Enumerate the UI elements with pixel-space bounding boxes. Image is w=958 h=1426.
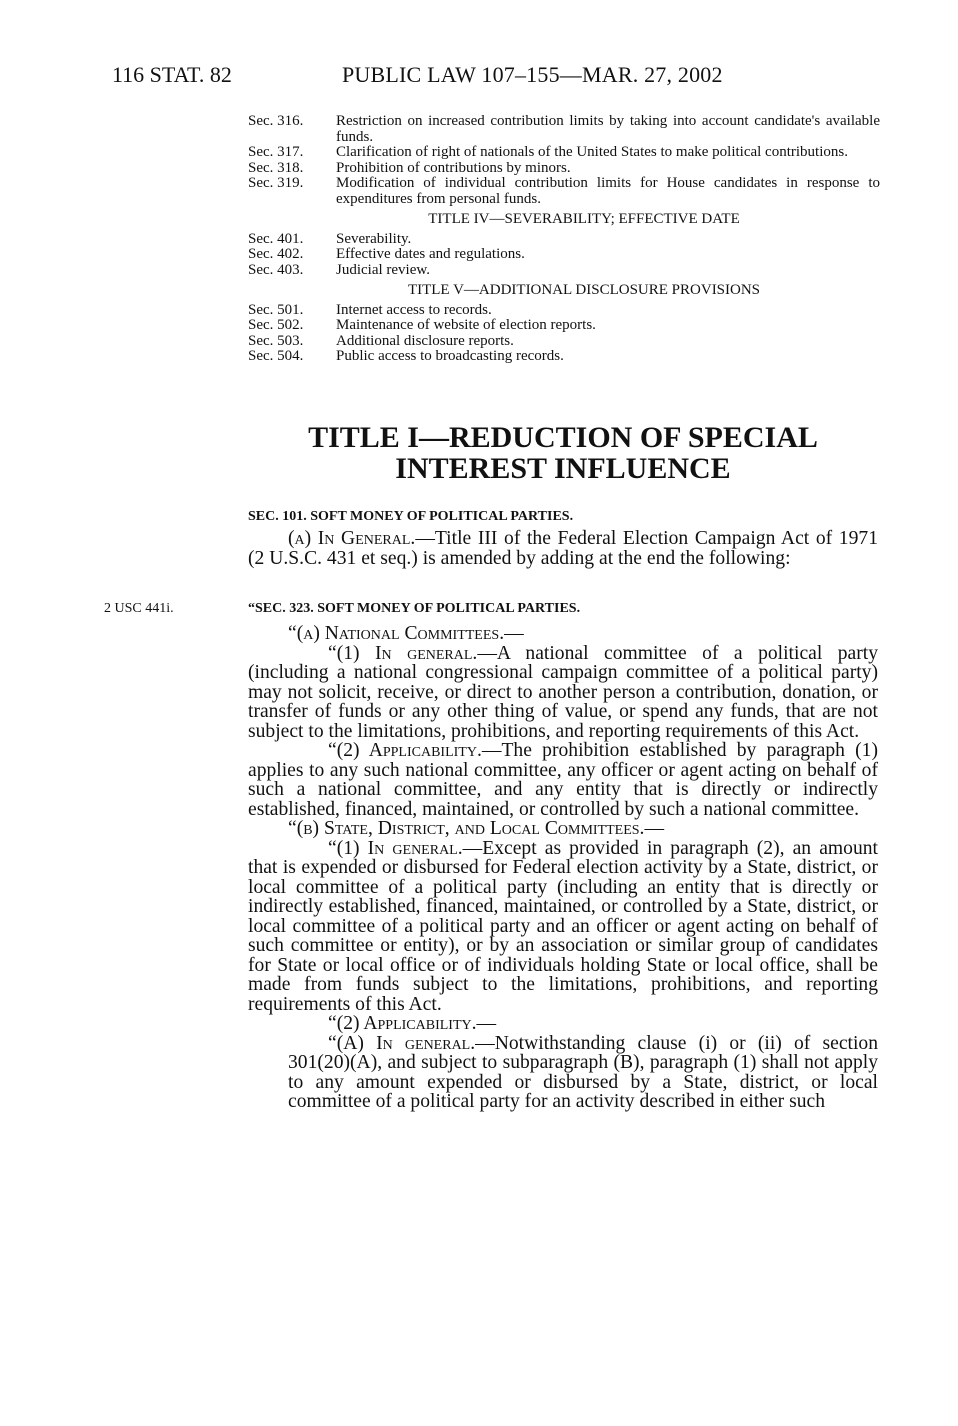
toc-section-number: Sec. 319.	[248, 175, 304, 191]
toc-section-title: Prohibition of contributions by minors.	[336, 159, 571, 176]
toc-section-number: Sec. 316.	[248, 113, 304, 129]
toc-title-iv: TITLE IV—SEVERABILITY; EFFECTIVE DATE	[428, 211, 740, 227]
paragraph-label: “(1) In general.	[328, 837, 463, 859]
toc-entry	[248, 263, 880, 279]
toc-entry	[248, 176, 880, 207]
toc-section-title: Internet access to records.	[336, 301, 492, 318]
toc-section-number: Sec. 402.	[248, 246, 304, 262]
margin-note: 2 USC 441i.	[104, 601, 174, 616]
paragraph-text: —Title III of the Federal Election Campaign Act of 1971 (2 U.S.C. 431 et seq.) is amended by adding at the end the following:	[248, 528, 878, 569]
toc-entry	[248, 247, 880, 263]
toc-entry	[248, 232, 880, 248]
toc-section-number: Sec. 403.	[248, 261, 304, 278]
toc-entry	[248, 349, 880, 365]
toc-section-title: Public access to broadcasting records.	[336, 348, 564, 364]
toc-entry	[248, 303, 880, 319]
toc-section-title: Maintenance of website of election reports.	[336, 317, 596, 333]
section-101-subsection-a	[248, 529, 878, 568]
subsection-heading: “(b) State, District, and Local Committees.—	[288, 818, 665, 839]
paragraph	[248, 741, 878, 819]
toc-section-title: Severability.	[336, 230, 412, 247]
paragraph	[248, 644, 878, 742]
paragraph-text: —The prohibition established by paragraph (1) applies to any such national committee, any officer or agent acting on behalf of such a national committee, and any entity that is directly or indirectly established, financed, maintained, or controlled by such a national committee.	[248, 740, 878, 820]
toc-entry	[248, 114, 880, 145]
subsection-heading: “(a) National Committees.—	[288, 623, 524, 644]
toc-section-number: Sec. 401.	[248, 230, 304, 247]
toc-section-title: Clarification of right of nationals of the United States to make political contributions.	[336, 144, 848, 160]
paragraph-text: —Except as provided in paragraph (2), an amount that is expended or disbursed for Federal election activity by a State, district, or local committee of a political party (including an entity that is directly or indirectly established, financed, maintained, or controlled by a State, district, or local committee of a political party and an officer or agent acting on behalf of such committee or entity), or by an association or similar group of candidates for State or local office or of individuals holding State or local office, shall be made from funds subject to the limitations, prohibitions, and reporting requirements of this Act.	[248, 837, 878, 1015]
section-323-body	[248, 624, 878, 1112]
paragraph-heading: “(2) Applicability.—	[328, 1013, 497, 1034]
paragraph-label: “(2) Applicability.	[328, 740, 482, 761]
stat-page-number: 116 STAT. 82	[112, 62, 232, 87]
toc-section-title: Judicial review.	[336, 261, 430, 278]
toc-section-number: Sec. 502.	[248, 317, 304, 333]
paragraph	[248, 839, 878, 1015]
title-heading-line: TITLE I—REDUCTION OF SPECIAL	[308, 421, 818, 454]
title-heading	[248, 422, 878, 484]
toc-section-number: Sec. 504.	[248, 348, 304, 364]
paragraph	[248, 529, 878, 568]
toc-entry	[248, 318, 880, 334]
section-323-heading: “SEC. 323. SOFT MONEY OF POLITICAL PARTIES.	[248, 601, 581, 616]
toc-entry	[248, 145, 880, 161]
running-head: PUBLIC LAW 107–155—MAR. 27, 2002	[342, 62, 723, 87]
paragraph-label: “(1) In general.	[328, 642, 478, 664]
toc-section-number: Sec. 503.	[248, 332, 304, 349]
subparagraph	[248, 1034, 878, 1112]
paragraph-text: —A national committee of a political party (including a national congressional campaign committee of a political party) may not solicit, receive, or direct to another person a contribution, donation, or transfer of funds or any other thing of value, or spend any funds, that are not subject to the limitations, prohibitions, and reporting requirements of this Act.	[248, 642, 878, 742]
toc-entry	[248, 334, 880, 350]
toc-section-title: Additional disclosure reports.	[336, 332, 514, 349]
toc-section-title: Modification of individual contribution limits for House candidates in response to expenditures from personal funds.	[336, 175, 880, 207]
toc-section-title: Restriction on increased contribution limits by taking into account candidate's available funds.	[336, 113, 880, 145]
page-header	[112, 62, 882, 92]
table-of-contents	[248, 114, 880, 365]
toc-entry	[248, 161, 880, 177]
section-101-heading: SEC. 101. SOFT MONEY OF POLITICAL PARTIES.	[248, 509, 574, 524]
paragraph-label: “(A) In general.	[328, 1032, 476, 1054]
toc-section-number: Sec. 318.	[248, 159, 304, 176]
paragraph-label: (a) In General.	[288, 528, 416, 549]
toc-section-title: Effective dates and regulations.	[336, 246, 525, 262]
toc-section-number: Sec. 317.	[248, 144, 304, 160]
paragraph-text: —Notwithstanding clause (i) or (ii) of section 301(20)(A), and subject to subparagraph (B), paragraph (1) shall not apply to any amount expended or disbursed by a State, district, or local committee of a political party for an activity described in either such	[288, 1032, 878, 1112]
toc-section-number: Sec. 501.	[248, 301, 304, 318]
toc-title-v: TITLE V—ADDITIONAL DISCLOSURE PROVISIONS	[407, 282, 761, 298]
title-heading-line: INTEREST INFLUENCE	[395, 452, 731, 485]
